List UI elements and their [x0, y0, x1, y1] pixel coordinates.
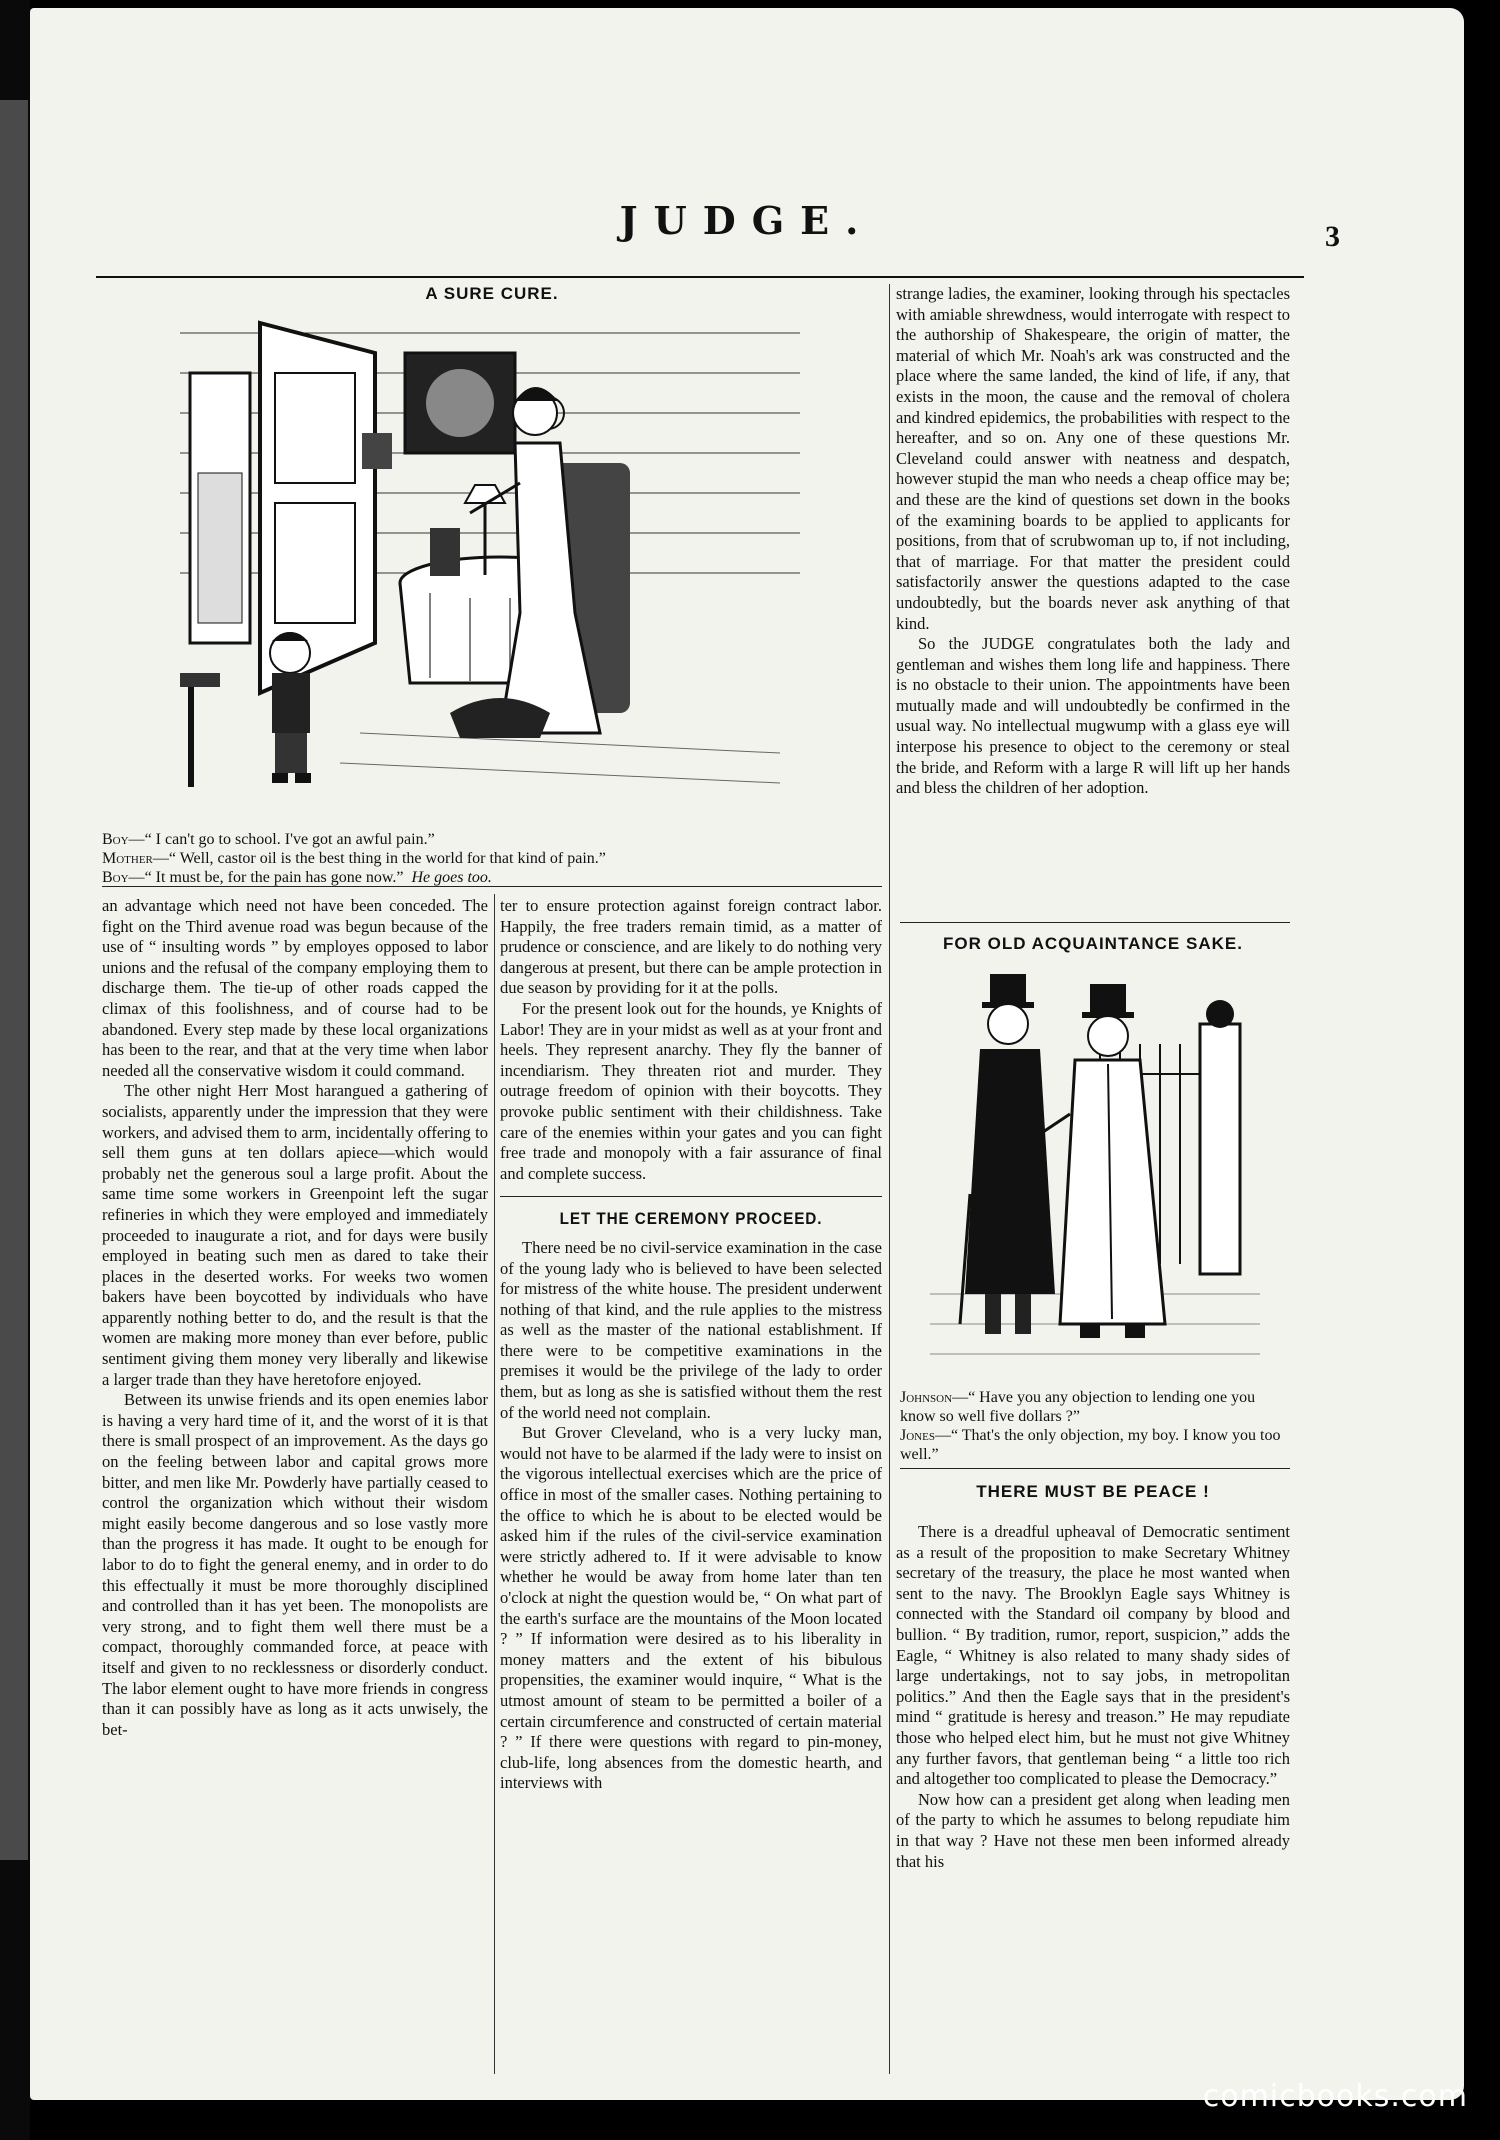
newspaper-page: [30, 8, 1464, 2100]
old-acquaintance-illustration: [930, 964, 1260, 1374]
heading-let-the-ceremony-proceed: LET THE CEREMONY PROCEED.: [559, 1209, 823, 1229]
cartoon-bottom-rule: [102, 886, 882, 887]
caption-line-johnson: Johnson—“ Have you any objection to lending one you know so well five dollars ?”: [900, 1389, 1256, 1425]
section-rule: [500, 1184, 882, 1197]
cartoon2-top-rule: [900, 922, 1290, 923]
caption-line-2: Mother—“ Well, castor oil is the best thing in the world for that kind of pain.”: [102, 850, 606, 867]
masthead: JUDGE.: [619, 198, 875, 243]
caption-line-1: Boy—“ I can't go to school. I've got an awful pain.”: [102, 831, 435, 848]
peace-top-rule: [900, 1468, 1290, 1469]
column-2-article: ter to ensure protection against foreign contract labor. Happily, the free traders remain timid, as a matter of prudence or conscience, and are likely to do nothing very dangerous at present, but there can be ample protection in due season by providing for it at the polls. For the present look out for the hounds, ye Knights of Labor! They are in your midst as well as at your front and heels. They represent anarchy. They fly the banner of incendiarism. They threaten riot and murder. They outrage freedom of opinion with their boycotts. They provoke public sentiment with their childishness. Take care of the enemies within your gates and you can fight free trade and monopoly with a fair assurance of final and complete success. LET THE CEREMONY PROCEED. There need be no civil-service examination in the case of the young lady who is believed to have been selected for mistress of the white house. The president underwent nothing of that kind, and the rule applies to the mistress as well as the master of the national establishment. If there were to be competitive examinations in the premises it would be the privilege of the lady to order them, but as long as she is satisfied without them the rest of the world need not complain. But Grover Cleveland, who is a very lucky man, would not have to be alarmed if the lady were to insist on the vigorous intellectual exercises which are the price of office in most of the smaller cases. Nothing pertaining to the office to which he is about to be elected would be asked him if the rules of the civil-service examination were strictly adhered to. If it were advisable to know whether he would be away from home later than ten o'clock at night the question would be, “ On what part of the earth's surface are the mountains of the Moon located ? ” If information were desired as to his liberality in money matters and the extent of his bibulous propensities, the examiner would inquire, “ What is the utmost amount of steam to be permitted a boiler of a certain circumference and constructed of certain material ? ” If there were questions with regard to pin-money, club-life, long absences from the domestic hearth, and interviews with: [500, 896, 882, 1793]
sure-cure-illustration: [180, 313, 800, 809]
watermark-logo: comicbooks.com: [1202, 2079, 1468, 2114]
heading-there-must-be-peace: THERE MUST BE PEACE !: [976, 1482, 1210, 1501]
column-rule-1: [494, 894, 495, 2074]
column-3-peace-article: There is a dreadful upheaval of Democratic sentiment as a result of the proposition to make Secretary Whitney secretary of the treasury, the place he most wanted when sent to the navy. The Brooklyn Eagle says Whitney is connected with the Standard oil company by blood and bullion. “ By tradition, rumor, report, suspicion,” adds the Eagle, “ Whitney is also related to many shady sides of large undertakings, not to say jobs, in metropolitan politics.” And then the Eagle says that in the president's mind “ gratitude is heresy and treason.” He may repudiate those who helped elect him, but he must not give Whitney any further favors, that gentleman being “ a little too rich and altogether too complicated to please the Democracy.” Now how can a president get along when leading men of the party to which he assumes to belong repudiate him in that way ? Have not these men been informed already that his: [896, 1522, 1290, 1871]
column-rule-2: [889, 284, 890, 2074]
facing-page-edge: [0, 100, 28, 1860]
caption-line-jones: Jones—“ That's the only objection, my boy. I know you too well.”: [900, 1427, 1281, 1463]
cartoon-title-old-acquaintance: FOR OLD ACQUAINTANCE SAKE.: [943, 934, 1243, 953]
column-1-article: an advantage which need not have been conceded. The fight on the Third avenue road was begun because of the use of “ insulting words ” by employes opposed to labor unions and the refusal of the company employing them to discharge them. The tie-up of other roads capped the climax of this foolishness, and of course had to be abandoned. Every step made by these local organizations has been to the rear, and that at the very time when labor needed all the conservative wisdom it could command. The other night Herr Most harangued a gathering of socialists, apparently under the impression that they were workers, and advised them to arm, incidentally offering to sell them guns at ten dollars apiece—which would probably net the generous soul a large profit. About the same time some workers in Greenpoint left the sugar refineries in which they were employed and immediately proceeded to inaugurate a riot, and for days were busily employed in beating such men as dared to take their places in the deserted works. For weeks two women bakers have been boycotted by individuals who have apparently nothing better to do, and the result is that the women are making more money than ever before, public sentiment giving them money very liberally and likewise a larger trade than they have heretofore enjoyed. Between its unwise friends and its open enemies labor is having a very hard time of it, and the worst of it is that there is small prospect of an improvement. As the days go on the feeling between labor and capital grows more bitter, and men like Mr. Powderly have partially ceased to control the organization which without their wisdom might easily become dangerous and so lose vastly more than the progress it has made. It ought to be enough for labor to do to fight the general enemy, and in order to do this effectually it must be more thoroughly disciplined and controlled than it has yet been. The monopolists are very strong, and to fight them well there must be a compact, thoroughly commanded force, at peace with itself and given to no recklessness or disorderly conduct. The labor element ought to have more friends in congress than it can possibly have as long as it acts unwisely, the bet-: [102, 896, 488, 1739]
page-number: 3: [1325, 220, 1340, 253]
sure-cure-caption: [102, 830, 882, 887]
column-3-article: strange ladies, the examiner, looking through his spectacles with amiable shrewdness, would interrogate with respect to the authorship of Shakespeare, the origin of matter, the material of which Mr. Noah's ark was constructed and the place where the same landed, the kind of life, if any, that exists in the moon, the cause and the removal of cholera and kindred epidemics, the probabilities with respect to the hereafter, and so on. Any one of these questions Mr. Cleveland could answer with neatness and despatch, however stupid the man who needs a cheap office may be; and these are the kind of questions set down in the books of the examining boards to be applied to applicants for positions, from that of scrubwoman up to, if not including, that of marriage. For that matter the president could satisfactorily answer the questions adapted to the case undoubtedly, but the boards never ask anything of that kind. So the JUDGE congratulates both the lady and gentleman and wishes them long life and happiness. There is no obstacle to their union. The appointments have been mutually made and will undoubtedly be confirmed in the usual way. No intellectual mugwump with a glass eye will interpose his presence to object to the ceremony or steal the bride, and Reform with a large R will lift up her hands and bless the children of her adoption.: [896, 284, 1290, 798]
header-rule: [96, 276, 1304, 278]
old-acquaintance-caption: [900, 1388, 1290, 1464]
caption-line-3: Boy—“ It must be, for the pain has gone now.” He goes too.: [102, 869, 492, 886]
cartoon-title-sure-cure: A SURE CURE.: [425, 284, 559, 303]
